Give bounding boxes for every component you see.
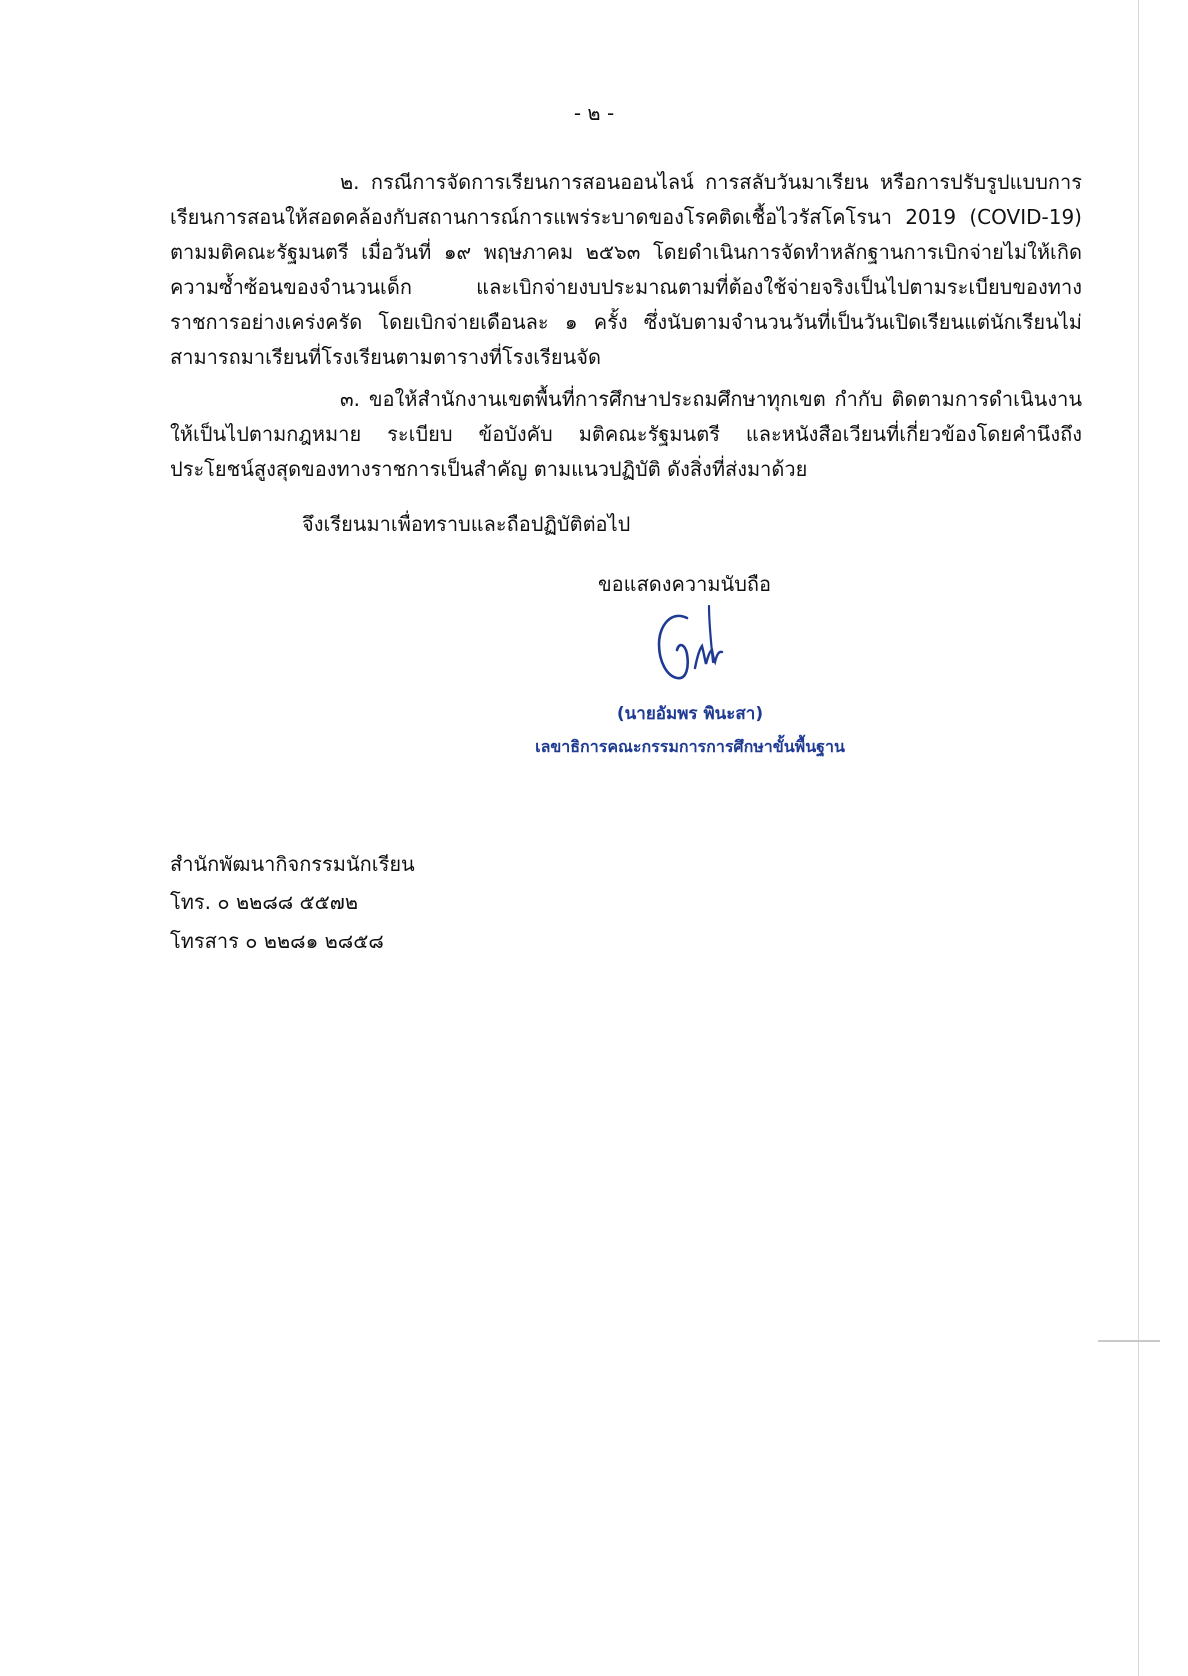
signer-title: เลขาธิการคณะกรรมการการศึกษาขั้นพื้นฐาน (535, 737, 845, 756)
paragraph-2: ๒. กรณีการจัดการเรียนการสอนออนไลน์ การสลับวันมาเรียน หรือการปรับรูปแบบการเรียนการสอนให้สอดคล้องกับสถานการณ์การแพร่ระบาดของโรคติดเชื้อไวรัสโคโรนา 2019 (COVID-19) ตามมติคณะรัฐมนตรี เมื่อวันที่ ๑๙ พฤษภาคม ๒๕๖๓ โดยดำเนินการจัดทำหลักฐานการเบิกจ่ายไม่ให้เกิดความซ้ำซ้อนของจำนวนเด็ก และเบิกจ่ายงบประมาณตามที่ต้องใช้จ่ายจริงเป็นไปตามระเบียบของทางราชการอย่างเคร่งครัด โดยเบิกจ่ายเดือนละ ๑ ครั้ง ซึ่งนับตามจำนวนวันที่เป็นวันเปิดเรียนแต่นักเรียนไม่สามารถมาเรียนที่โรงเรียนตามตารางที่โรงเรียนจัด (170, 170, 1082, 369)
signer-name: (นายอัมพร พินะสา) (616, 704, 764, 724)
closing-line: จึงเรียนมาเพื่อทราบและถือปฏิบัติต่อไป (302, 512, 631, 536)
contact-tel: โทร. ๐ ๒๒๘๘ ๕๕๗๒ (170, 890, 359, 914)
page-number: - ๒ - (573, 101, 615, 125)
signature-image (635, 596, 745, 701)
contact-office: สำนักพัฒนากิจกรรมนักเรียน (170, 852, 415, 876)
contact-fax: โทรสาร ๐ ๒๒๘๑ ๒๘๕๘ (170, 929, 384, 953)
paragraph-3: ๓. ขอให้สำนักงานเขตพื้นที่การศึกษาประถมศึกษาทุกเขต กำกับ ติดตามการดำเนินงานให้เป็นไปตามกฎหมาย ระเบียบ ข้อบังคับ มติคณะรัฐมนตรี และหนังสือเวียนที่เกี่ยวข้องโดยคำนึงถึงประโยชน์สูงสุดของทางราชการเป็นสำคัญ ตามแนวปฏิบัติ ดังสิ่งที่ส่งมาด้วย (170, 387, 1082, 481)
regards-line: ขอแสดงความนับถือ (598, 572, 772, 596)
scan-edge-mark (1098, 1340, 1160, 1342)
scan-edge-line (1138, 0, 1139, 1676)
